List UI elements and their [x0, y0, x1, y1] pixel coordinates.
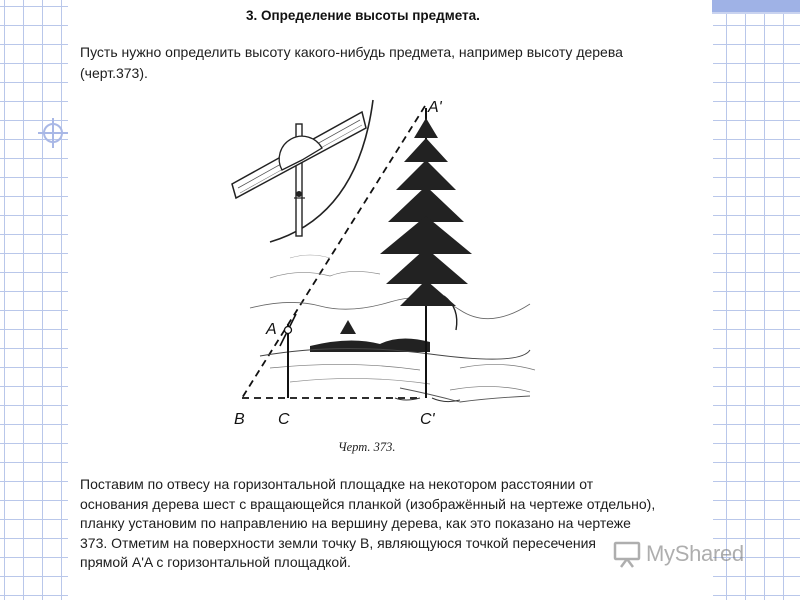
pole-detail-illustration — [232, 112, 366, 236]
corner-decoration — [712, 0, 800, 12]
body-line: планку установим по направлению на вершину дерева, как это показано на чертеже — [80, 515, 631, 532]
section-heading: 3. Определение высоты предмета. — [246, 8, 480, 23]
landscape-illustration — [250, 255, 535, 402]
label-a: A — [266, 321, 277, 338]
figure-caption: Черт. 373. — [338, 440, 396, 454]
margin-crosshair-icon — [38, 118, 68, 148]
tree-height-figure — [230, 98, 536, 438]
body-line: 373. Отметим на поверхности земли точку B, являющуюся точкой пересечения — [80, 534, 596, 551]
intro-paragraph: Пусть нужно определить высоту какого-нибудь предмета, например высоту дерева (черт.373). — [80, 44, 623, 81]
label-c: C — [278, 411, 290, 428]
presentation-board-icon — [612, 539, 642, 569]
body-line: Поставим по отвесу на горизонтальной площадке на некотором расстоянии от — [80, 476, 594, 492]
watermark-text: MyShared — [646, 541, 744, 566]
body-line: прямой A'A с горизонтальной площадкой. — [80, 554, 351, 571]
label-c-prime: C' — [420, 411, 435, 428]
label-b: B — [234, 411, 245, 428]
label-a-prime: A' — [428, 99, 442, 116]
body-line: основания дерева шест с вращающейся планкой (изображённый на чертеже отдельно), — [80, 495, 656, 512]
body-paragraph — [80, 475, 702, 573]
watermark — [612, 539, 744, 569]
